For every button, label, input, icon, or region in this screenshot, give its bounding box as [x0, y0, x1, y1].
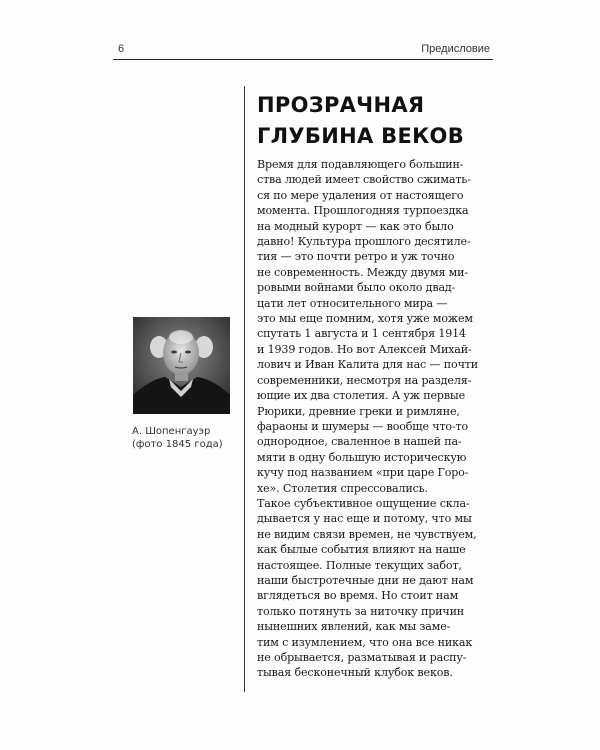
text-line: лович и Иван Калита для нас — почти: [257, 358, 478, 372]
text-line: современники, несмотря на разделя-: [257, 373, 472, 387]
text-line: фараоны и шумеры — вообще что-то: [257, 419, 469, 433]
body-text: [257, 157, 499, 681]
chapter-title-line: ПРОЗРАЧНАЯ: [257, 93, 425, 117]
text-line: мяти в одну большую историческую: [257, 450, 467, 464]
text-line: наши быстротечные дни не дают нам: [257, 573, 474, 587]
text-line: тим с изумлением, что она все никак: [257, 635, 473, 649]
text-line: спутать 1 августа и 1 сентября 1914: [257, 327, 466, 341]
running-head: Предисловие: [421, 43, 490, 55]
text-line: Такое субъективное ощущение скла-: [257, 496, 470, 510]
text-line: однородное, сваленное в нашей па-: [257, 435, 462, 449]
chapter-title-line: ГЛУБИНА ВЕКОВ: [257, 124, 465, 148]
text-line: вглядеться во время. Но стоит нам: [257, 589, 459, 603]
text-line: Рюрики, древние греки и римляне,: [257, 404, 460, 418]
text-line: цати лет относительного мира —: [257, 296, 448, 310]
text-line: нынешних явлений, как мы заме-: [257, 620, 451, 634]
vertical-rule: [244, 86, 245, 692]
text-line: хе». Столетия спрессовались.: [257, 481, 428, 495]
text-line: ся по мере удаления от настоящего: [257, 188, 464, 202]
photo-caption: [132, 425, 242, 451]
text-line: тия — это почти ретро и уж точно: [257, 250, 455, 264]
text-line: кучу под названием «при царе Горо-: [257, 466, 469, 480]
text-line: не видим связи времен, не чувствуем,: [257, 527, 477, 541]
chapter-title: [257, 90, 497, 152]
text-line: тывая бесконечный клубок веков.: [257, 666, 453, 680]
text-line: не обрывается, разматывая и распу-: [257, 651, 467, 664]
text-line: это мы еще помним, хотя уже можем: [257, 312, 473, 326]
caption-line: (фото 1845 года): [132, 439, 223, 450]
text-line: дывается у нас еще и потому, что мы: [257, 512, 472, 526]
page-header: [113, 43, 493, 60]
text-line: не современность. Между двумя ми-: [257, 265, 468, 279]
text-line: и 1939 годов. Но вот Алексей Михай-: [257, 342, 472, 356]
text-line: Время для подавляющего большин-: [257, 158, 464, 171]
text-line: только потянуть за ниточку причин: [257, 604, 465, 618]
text-line: ровыми войнами было около двад-: [257, 281, 456, 295]
text-line: ющие их два столетия. А уж первые: [257, 389, 466, 403]
text-line: давно! Культура прошлого десятиле-: [257, 235, 471, 249]
caption-line: А. Шопенгауэр: [132, 426, 211, 437]
text-line: ства людей имеет свойство сжимать-: [257, 173, 471, 187]
text-line: на модный курорт — как это было: [257, 219, 454, 233]
text-line: настоящее. Полные текущих забот,: [257, 558, 462, 572]
text-line: момента. Прошлогодняя турпоездка: [257, 204, 469, 218]
portrait-photo: [133, 317, 230, 414]
page-number: 6: [118, 43, 125, 55]
text-line: как былые события влияют на наше: [257, 543, 466, 557]
